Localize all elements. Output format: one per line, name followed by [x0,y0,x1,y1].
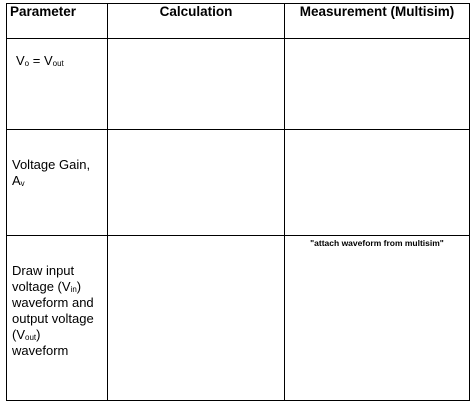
header-calculation [108,4,285,39]
header-measurement-label: Measurement (Multisim) [299,4,455,19]
param-label-waveform [7,236,107,359]
vout-subscript: out [52,59,64,68]
header-calculation-label: Calculation [159,4,233,19]
a-subscript: v [20,179,25,188]
v-subscript: o [24,59,30,68]
attach-waveform-note: "attach waveform from multisim" [310,238,444,248]
measure-cell-waveform[interactable] [285,236,470,401]
param-cell-waveform [7,236,108,401]
param-cell-output-voltage [7,39,108,130]
vout-symbol: V [43,53,53,68]
vin-subscript: in [70,285,77,294]
draw-line5-pre: (V [12,327,25,342]
measure-cell-voltage-gain[interactable] [285,130,470,236]
draw-line4: output voltage [12,311,94,326]
row-waveform [7,236,470,401]
draw-line2-pre: voltage (V [12,279,71,294]
v-symbol: V [16,53,25,68]
draw-line2-post: ) [76,279,82,294]
param-label-output-voltage [7,39,107,69]
param-cell-voltage-gain [7,130,108,236]
row-output-voltage [7,39,470,130]
calc-cell-waveform[interactable] [108,236,285,401]
param-label-voltage-gain [7,130,107,189]
header-parameter: Parameter [7,4,108,39]
a-symbol: A [12,173,21,188]
calc-cell-voltage-gain[interactable] [108,130,285,236]
equals-sign: = [29,53,44,68]
draw-line1: Draw input [12,263,75,278]
header-row [7,4,470,39]
vout-subscript-2: out [25,333,37,342]
measure-cell-output-voltage[interactable] [285,39,470,130]
row-voltage-gain [7,130,470,236]
gain-line1: Voltage Gain, [12,157,91,172]
parameter-table [6,3,470,401]
draw-line5-post: ) [36,327,41,342]
calc-cell-output-voltage[interactable] [108,39,285,130]
draw-line6: waveform [12,343,69,358]
draw-line3: waveform and [12,295,94,310]
header-measurement [285,4,470,39]
